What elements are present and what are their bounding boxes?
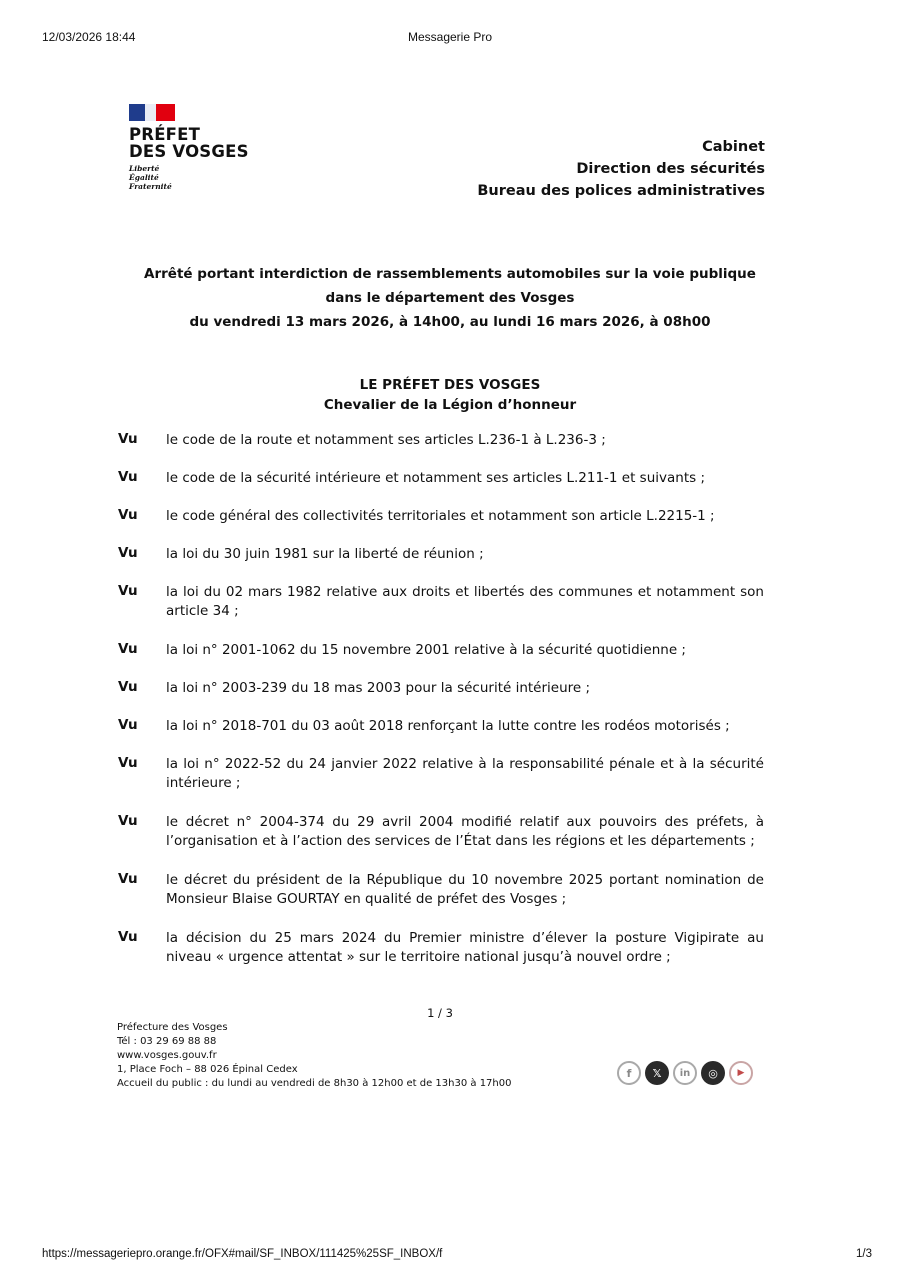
vu-text: la loi n° 2001-1062 du 15 novembre 2001 relative à la sécurité quotidienne ; <box>166 642 686 658</box>
prefet-line-1: PRÉFET <box>129 125 201 144</box>
print-footer <box>0 1248 900 1264</box>
vu-text: la loi n° 2018-701 du 03 août 2018 renforçant la lutte contre les rodéos motorisés ; <box>166 718 730 734</box>
vu-text: la loi du 30 juin 1981 sur la liberté de réunion ; <box>166 546 484 562</box>
vu-label: Vu <box>118 431 138 447</box>
prefet-name <box>129 126 269 160</box>
vu-label: Vu <box>118 813 138 829</box>
vu-label: Vu <box>118 929 138 945</box>
vu-label: Vu <box>118 545 138 561</box>
vu-text: le code de la route et notamment ses articles L.236-1 à L.236-3 ; <box>166 432 606 448</box>
vu-text: le décret n° 2004-374 du 29 avril 2004 modifié relatif aux pouvoirs des préfets, à l’organisation et à l’action des services de l’État dans les régions et les départements ; <box>166 814 764 849</box>
vu-text: la loi n° 2003-239 du 18 mas 2003 pour la sécurité intérieure ; <box>166 680 591 696</box>
vu-label: Vu <box>118 755 138 771</box>
contact-block <box>117 1021 511 1091</box>
print-datetime: 12/03/2026 18:44 <box>42 30 136 44</box>
vu-text: la loi n° 2022-52 du 24 janvier 2022 relative à la responsabilité pénale et à la sécurité intérieure ; <box>166 756 764 791</box>
marianne-flag-icon <box>129 104 175 121</box>
vu-text: le code de la sécurité intérieure et notamment ses articles L.211-1 et suivants ; <box>166 470 706 486</box>
service-cabinet: Cabinet <box>702 139 765 155</box>
contact-name: Préfecture des Vosges <box>117 1022 228 1033</box>
vu-label: Vu <box>118 507 138 523</box>
social-icons <box>617 1061 753 1085</box>
motto-egalite: Égalité <box>129 173 159 182</box>
decree-title <box>0 262 900 334</box>
republic-motto <box>129 164 269 191</box>
service-direction: Direction des sécurités <box>576 161 765 177</box>
authority-block <box>0 375 900 415</box>
print-url: https://messageriepro.orange.fr/OFX#mail/SF_INBOX/111425%25SF_INBOX/f <box>42 1248 443 1260</box>
prefet-line-2: DES VOSGES <box>129 142 249 161</box>
vu-label: Vu <box>118 679 138 695</box>
vu-label: Vu <box>118 717 138 733</box>
prefecture-logo <box>129 104 269 191</box>
contact-website: www.vosges.gouv.fr <box>117 1050 217 1061</box>
print-header <box>0 30 900 46</box>
document-page-number: 1 / 3 <box>427 1006 453 1020</box>
issuing-service <box>477 136 765 202</box>
contact-address: 1, Place Foch – 88 026 Épinal Cedex <box>117 1064 298 1075</box>
contact-hours: Accueil du public : du lundi au vendredi de 8h30 à 12h00 et de 13h30 à 17h00 <box>117 1078 512 1089</box>
vu-label: Vu <box>118 469 138 485</box>
decree-title-line-1: Arrêté portant interdiction de rassemblements automobiles sur la voie publique <box>144 266 756 282</box>
motto-liberte: Liberté <box>129 164 160 173</box>
vu-label: Vu <box>118 641 138 657</box>
motto-fraternite: Fraternité <box>129 182 172 191</box>
vu-label: Vu <box>118 871 138 887</box>
service-bureau: Bureau des polices administratives <box>477 183 765 199</box>
vu-text: le code général des collectivités territoriales et notamment son article L.2215-1 ; <box>166 508 715 524</box>
linkedin-icon: in <box>673 1061 697 1085</box>
youtube-icon: ▶ <box>729 1061 753 1085</box>
contact-phone: Tél : 03 29 69 88 88 <box>117 1036 217 1047</box>
vu-text: le décret du président de la République du 10 novembre 2025 portant nomination de Monsieur Blaise GOURTAY en qualité de préfet des Vosges ; <box>166 872 764 907</box>
vu-text: la loi du 02 mars 1982 relative aux droits et libertés des communes et notamment son article 34 ; <box>166 584 764 619</box>
decree-title-line-3: du vendredi 13 mars 2026, à 14h00, au lundi 16 mars 2026, à 08h00 <box>189 314 711 330</box>
x-twitter-icon: 𝕏 <box>645 1061 669 1085</box>
instagram-icon: ◎ <box>701 1061 725 1085</box>
decree-title-line-2: dans le département des Vosges <box>325 290 575 306</box>
authority-title: LE PRÉFET DES VOSGES <box>359 377 541 393</box>
print-app-title: Messagerie Pro <box>407 30 493 44</box>
facebook-icon: f <box>617 1061 641 1085</box>
authority-honour: Chevalier de la Légion d’honneur <box>323 397 577 413</box>
vu-label: Vu <box>118 583 138 599</box>
print-page: 1/3 <box>856 1248 872 1260</box>
vu-text: la décision du 25 mars 2024 du Premier ministre d’élever la posture Vigipirate au niveau « urgence attentat » sur le territoire national jusqu’à nouvel ordre ; <box>166 930 764 965</box>
